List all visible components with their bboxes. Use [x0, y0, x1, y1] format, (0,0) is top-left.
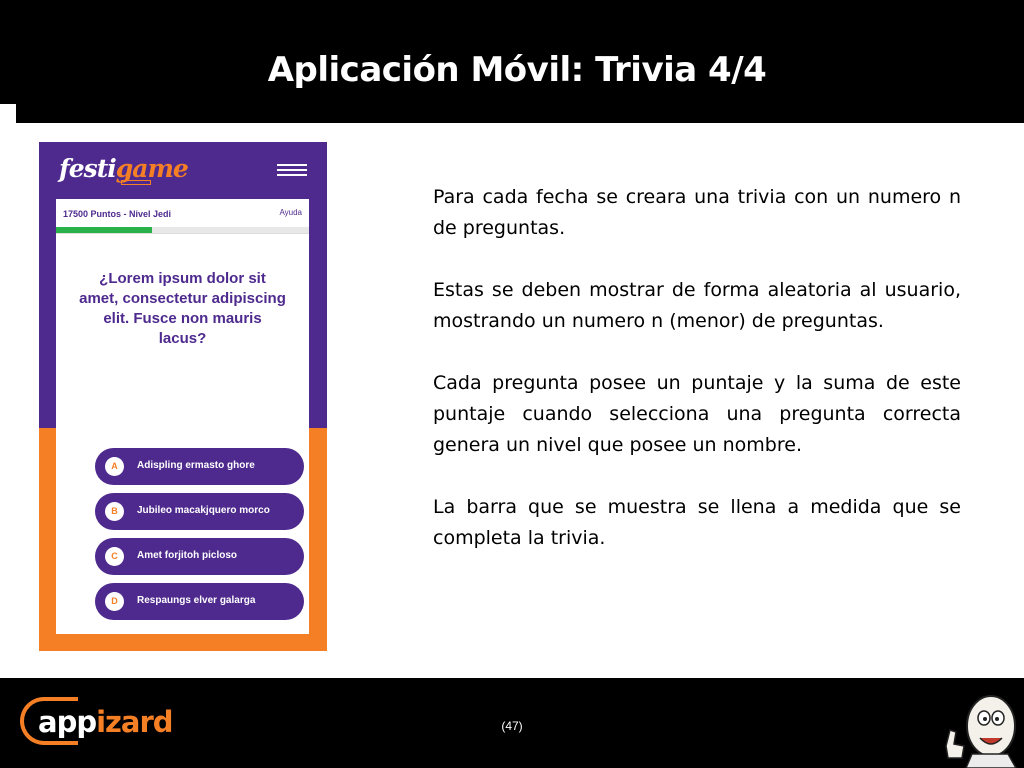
answer-option-a[interactable]	[95, 448, 304, 485]
mascot-icon	[936, 686, 1024, 768]
paragraph: Para cada fecha se creara una trivia con un numero n de preguntas.	[433, 186, 961, 239]
answer-option-c[interactable]	[95, 538, 304, 575]
festigame-logo[interactable]	[59, 154, 188, 183]
answer-text: Amet forjitoh picloso	[137, 550, 237, 561]
header-notch	[0, 104, 16, 123]
page-number: (47)	[501, 719, 523, 733]
answer-option-d[interactable]	[95, 583, 304, 620]
status-bar	[56, 199, 309, 234]
brand-part1: app	[38, 705, 97, 739]
slide-title: Aplicación Móvil: Trivia 4/4	[267, 50, 767, 90]
help-link[interactable]: Ayuda	[279, 208, 302, 217]
question-text: ¿Lorem ipsum dolor sit amet, consectetur adipiscing elit. Fusce non mauris lacus?	[79, 270, 286, 347]
slide-footer	[0, 678, 1024, 768]
phone-mockup	[39, 142, 327, 651]
logo-underline	[121, 180, 151, 185]
answer-letter-badge: A	[105, 457, 124, 476]
brand-part2: izard	[96, 705, 173, 739]
logo-part2: game	[115, 154, 188, 183]
progress-bar	[56, 227, 309, 233]
points-level-label: 17500 Puntos - Nivel Jedi	[63, 209, 172, 219]
paragraph: Cada pregunta posee un puntaje y la suma de este puntaje cuando selecciona una pregunta correcta genera un nivel que posee un nombre.	[433, 372, 961, 456]
logo-part1: festi	[59, 154, 116, 183]
progress-fill	[56, 227, 152, 233]
answer-letter-badge: C	[105, 547, 124, 566]
answer-option-b[interactable]	[95, 493, 304, 530]
trivia-card	[56, 199, 309, 634]
answer-letter-badge: B	[105, 502, 124, 521]
answer-text: Adispling ermasto ghore	[137, 460, 255, 471]
paragraph: La barra que se muestra se llena a medida que se completa la trivia.	[433, 496, 961, 549]
paragraph: Estas se deben mostrar de forma aleatoria al usuario, mostrando un numero n (menor) de preguntas.	[433, 279, 961, 332]
hamburger-menu-icon[interactable]	[277, 164, 307, 178]
description-text	[433, 182, 961, 585]
slide-header	[0, 0, 1024, 123]
answer-text: Respaungs elver galarga	[137, 595, 256, 606]
answer-letter-badge: D	[105, 592, 124, 611]
answer-text: Jubileo macakjquero morco	[137, 505, 270, 516]
